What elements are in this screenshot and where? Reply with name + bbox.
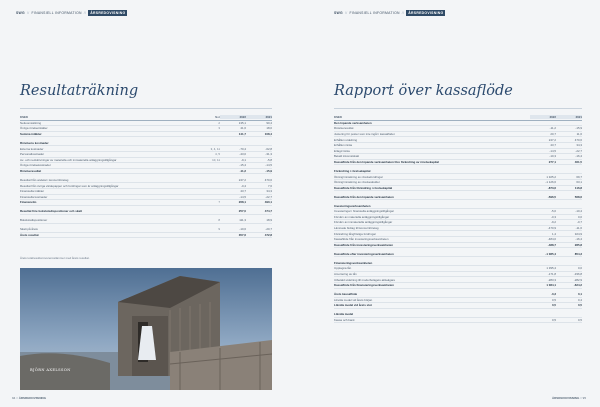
section-name: FINANSIELL INFORMATION [349,11,400,15]
row-label: Av- och nedskrivningar av materiella och immateriella anläggningstillgångar [20,157,117,162]
row-value-2022: -171,8 [547,271,556,276]
row-value-2022: -0,4 [241,183,246,188]
row-label: Förvärv av materiella anläggningstillgångar [334,214,390,219]
row-value-2021: 0,5 [577,303,582,308]
row-value-2021: 285,8 [574,242,582,247]
row-value-2021: 18,9 [266,218,272,223]
row-value-2021: 90,4 [266,120,272,125]
row-note: 2 [218,120,220,125]
row-value-2022: -484,0 [547,237,556,242]
row-value-2022: 1 395,4 [546,266,556,271]
row-value-2022: -470,9 [547,226,556,231]
row-value-2022: 43,7 [240,189,246,194]
row-value-2021: -624,2 [573,283,582,288]
column-2022: 2022 [530,115,556,119]
column-label: KSEK [20,115,29,120]
row-note: 3 [218,126,220,131]
row-label: Investeringsverksamheten [334,203,371,208]
row-value-2022: 135,1 [238,120,246,125]
row-label: Rörelsens kostnader [20,140,49,145]
row-label: Likvida medel vid årets början [334,297,373,302]
row-value-2022: -15,4 [239,163,246,168]
title-divider [334,108,582,109]
row-label: Ökning/minskning av rörelseskulder [334,180,380,185]
section-tag: ÅRSREDOVISNING [408,11,444,15]
brand-name: SWG [334,11,343,15]
row-value-2022: -11,2 [239,168,246,173]
row-note: 8 [218,218,220,223]
row-label: Skatt på årets [20,227,38,232]
row-value-2021: -16,4 [575,154,582,159]
row-value-2022: -10,6 [239,227,246,232]
row-value-2021: -282,9 [573,277,582,282]
row-value-2021: 324,9 [574,231,582,236]
row-value-2022: 0,5 [551,297,556,302]
row-label: Den löpande verksamheten [334,120,372,125]
column-label: KSEK [334,115,343,120]
row-value-2022: 111,3 [239,218,246,223]
row-value-2021: 7,6 [267,183,272,188]
row-label: Kassaflöde från förändring i rörelsekapital [334,185,393,190]
row-value-2021: 0,0 [577,214,582,219]
row-value-2022: 268,1 [238,200,246,205]
row-value-2021: -31,3 [265,152,272,157]
right-page [300,0,600,407]
row-label: Rörelseresultat [334,126,354,131]
row-value-2022: 41,6 [240,126,246,131]
row-value-2022: -1 126,6 [545,180,556,185]
row-label: Förändring långfristiga fordringar [334,231,376,236]
row-value-2022: -873,6 [547,185,556,190]
row-label: Resultat från övriga värdepapper och fordringar som är anläggningstillgångar [20,183,119,188]
row-value-2021: 18,0 [266,126,272,131]
cabin-photo [20,268,272,390]
row-value-2022: 247,2 [238,177,246,182]
row-value-2021: 69,7 [576,174,582,179]
row-value-2022: 1,4 [551,231,556,236]
income-statement-table [20,115,272,238]
row-note: 3, 4, 11 [210,146,220,151]
row-value-2021: 568,6 [574,194,582,199]
column-note: Not [215,115,220,120]
row-value-2021: -336,8 [573,271,582,276]
row-value-2022: 1 084,1 [546,283,556,288]
row-label: Kassaflöde från investeringsverksamheten [334,237,389,242]
row-label: Erhållen utdelning [334,137,358,142]
row-value-2022: 20,7 [550,131,556,136]
footer-label: ÅRSREDOVISNING [551,396,580,400]
row-label: Förändring i rörelsekapital [334,168,371,173]
row-label: Personalkostnader [20,152,45,157]
row-label: Övriga rörelsekostnader [20,163,51,168]
page-footer: ÅRSREDOVISNING // 95 [551,396,586,400]
row-value-2021: -20,7 [265,227,272,232]
table-row [20,233,272,239]
row-label: Erlagd ränta [334,148,350,153]
section-tag: ÅRSREDOVISNING [90,11,126,15]
row-label: Lämnade bidrag till koncernföretag [334,226,379,231]
row-value-2021: -0,7 [577,220,582,225]
row-note: 4, 5 [215,152,220,157]
row-label: Nettoomsättning [20,120,42,125]
page-number: 95 [582,396,586,400]
row-value-2021: 0,5 [577,317,582,322]
row-label: Finansieringsverksamheten [334,260,373,265]
row-value-2021: 854,3 [574,251,582,256]
row-value-2022: 257,0 [238,209,246,214]
row-label: Övriga rörelseintäkter [20,126,48,131]
row-value-2021: -22,7 [265,194,272,199]
row-label: Rörelseresultat [20,168,42,173]
row-label: Likvida medel [334,312,354,317]
row-value-2021: 0,0 [577,266,582,271]
row-value-2022: 0,5 [551,317,556,322]
row-label: Summa intäkter [20,131,42,136]
row-value-2022: 277,1 [548,159,556,164]
row-label: Ökning/minskning av rörelsefordringar [334,174,383,179]
row-label: Kassa och bank [334,317,355,322]
row-label: Erhållen ränta [334,143,352,148]
row-value-2022: 247,2 [548,137,556,142]
row-value-2022: 357,6 [238,232,246,237]
row-label: Likvida medel vid årets slut [334,303,372,308]
row-note: 10, 11 [212,157,220,162]
footer-label: ÅRSREDOVISNING [18,396,47,400]
row-label: Årets kassaflöde [334,292,358,297]
row-value-2021: 0,1 [577,292,582,297]
row-label: Resultat från andelar i koncernföretag [20,177,69,182]
row-value-2022: -14,5 [549,148,556,153]
page-title: Rapport över kassaflöde [334,83,513,99]
page-number: 94 [12,396,16,400]
row-value-2021: -16,4 [575,237,582,242]
page-header: SWG // FINANSIELL INFORMATION // ÅRSREDOVISNING [16,11,126,15]
row-value-2021: 11,6 [576,131,582,136]
row-value-2021: 470,6 [264,177,272,182]
row-label: Finansiella intäkter [20,189,45,194]
brand-name: SWG [16,11,25,15]
row-value-2022: -488,7 [547,242,556,247]
row-value-2022: -43,0 [239,152,246,157]
row-label: Kassaflöde från finansieringsverksamheten [334,283,394,288]
row-value-2021: 63,1 [576,180,582,185]
page-footer: 94 // ÅRSREDOVISNING [12,396,47,400]
row-label: Investeringar i finansiella anläggningstillgångar [334,209,394,214]
row-value-2022: -0,3 [551,214,556,219]
row-label: Kassaflöde efter investeringsverksamheten [334,251,394,256]
row-value-2022: -14,5 [239,194,246,199]
column-2022: 2022 [220,115,246,119]
row-label: Justering för poster som inte ingår i kassaflödet [334,131,395,136]
row-note: 7 [218,200,220,205]
row-value-2021: 474,7 [264,209,272,214]
row-value-2021: -15,9 [265,168,272,173]
row-label: Amortering av lån [334,271,357,276]
row-label: Finansiella kostnader [20,194,48,199]
row-value-2021: -15,9 [575,126,582,131]
row-label: Utbetald utdelning till moderbolagets aktieägare [334,277,396,282]
row-value-2022: 43,7 [550,143,556,148]
row-value-2022: -283,3 [547,277,556,282]
section-name: FINANSIELL INFORMATION [31,11,82,15]
row-value-2021: 461,5 [574,159,582,164]
row-value-2021: -14,5 [265,163,272,168]
row-label: Kassaflöde från den löpande verksamheten före förändring av rörelsekapital [334,159,439,164]
row-label: Kassaflöde från den löpande verksamheten [334,194,394,199]
page-title: Resultaträkning [20,83,139,99]
row-value-2022: -10,3 [549,154,556,159]
row-value-2022: -9,2 [551,220,556,225]
row-value-2022: -0,3 [551,292,556,297]
row-label: Bokslutsdispositioner [20,218,48,223]
row-value-2022: -70,4 [239,146,246,151]
row-label: Betald inkomstskatt [334,154,360,159]
row-value-2022: -9,1 [241,157,246,162]
row-value-2021: 34,3 [576,143,582,148]
cash-flow-table [334,115,582,323]
column-2021: 2021 [556,115,582,119]
row-label: Förvärv av immateriella anläggningstillgångar [334,220,393,225]
row-value-2022: -596,5 [547,194,556,199]
row-note: 9 [218,227,220,232]
row-value-2021: -22,7 [575,148,582,153]
row-label: Årets resultat [20,232,39,237]
footnote: Årets totalresultat överensstämmer med årets resultat. [20,256,90,260]
row-value-2022: 141,7 [238,131,246,136]
row-value-2022: -1 085,4 [545,251,556,256]
row-value-2021: 34,3 [266,189,272,194]
row-value-2021: 0,4 [577,297,582,302]
row-label: Kassaflöde från investeringsverksamheten [334,242,393,247]
page-header: SWG // FINANSIELL INFORMATION // ÅRSREDOVISNING [334,11,444,15]
title-divider [20,108,272,109]
table-row [334,318,582,324]
row-label: Resultat före bokslutsdispositioner och skatt [20,209,82,214]
row-value-2021: -62,8 [265,146,272,151]
photo-logo: BJÖRN AXELSSON [30,368,71,372]
row-value-2021: -5,8 [267,157,272,162]
row-label: Upptagna lån [334,266,352,271]
column-2021: 2021 [246,115,272,119]
row-value-2021: 108,4 [264,131,272,136]
row-value-2021: -11,6 [575,226,582,231]
row-value-2022: -5,0 [551,209,556,214]
row-value-2022: 0,5 [551,303,556,308]
row-value-2021: 116,8 [574,185,582,190]
row-value-2021: 470,6 [574,137,582,142]
row-value-2022: 1 325,2 [546,174,556,179]
row-value-2021: 490,1 [264,200,272,205]
row-value-2022: -11,2 [549,126,556,131]
row-label: Finansnetto [20,200,37,205]
row-value-2021: -10,4 [575,209,582,214]
row-value-2021: 472,8 [264,232,272,237]
row-label: Externa kostnader [20,146,44,151]
